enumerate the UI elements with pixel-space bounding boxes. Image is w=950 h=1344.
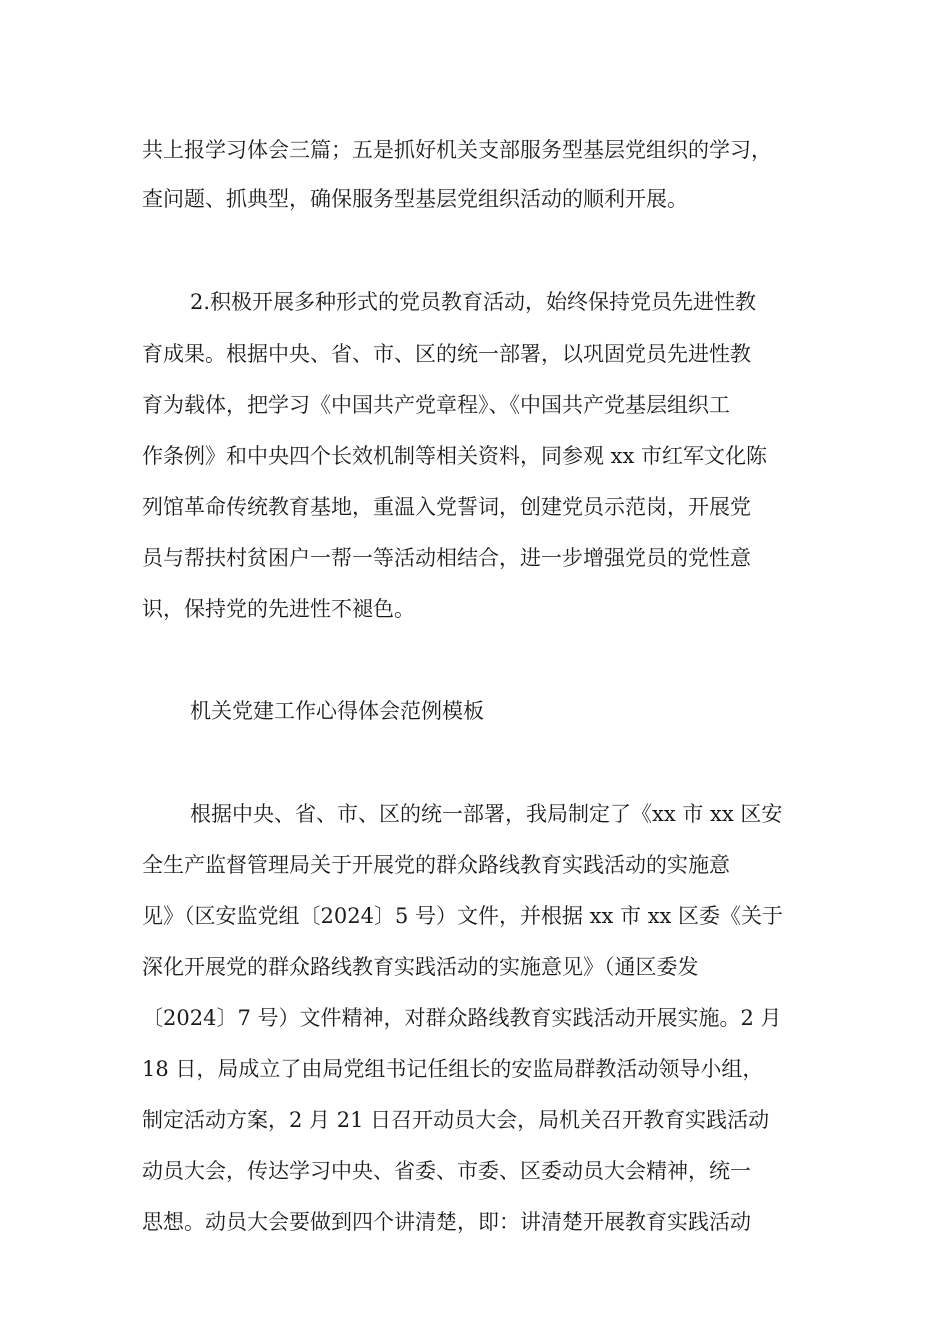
section-heading: 机关党建工作心得体会范例模板	[190, 699, 484, 723]
paragraph-line: 列馆革命传统教育基地，重温入党誓词，创建党员示范岗，开展党	[142, 495, 751, 519]
paragraph-line: 〔2024〕7 号）文件精神，对群众路线教育实践活动开展实施。2 月	[142, 1006, 782, 1030]
paragraph-line: 育为载体，把学习《中国共产党章程》、《中国共产党基层组织工	[142, 393, 730, 417]
paragraph-line: 全生产监督管理局关于开展党的群众路线教育实践活动的实施意	[142, 853, 730, 877]
paragraph-line: 2.积极开展多种形式的党员教育活动，始终保持党员先进性教	[190, 290, 757, 314]
paragraph-line: 识，保持党的先进性不褪色。	[142, 597, 415, 621]
paragraph-line: 制定活动方案，2 月 21 日召开动员大会，局机关召开教育实践活动	[142, 1108, 770, 1132]
paragraph-line: 18 日，局成立了由局党组书记任组长的安监局群教活动领导小组，	[142, 1057, 764, 1081]
paragraph-line: 根据中央、省、市、区的统一部署，我局制定了《xx 市 xx 区安	[190, 802, 783, 826]
paragraph-line: 查问题、抓典型，确保服务型基层党组织活动的顺利开展。	[142, 187, 688, 211]
paragraph-line: 育成果。根据中央、省、市、区的统一部署，以巩固党员先进性教	[142, 342, 751, 366]
paragraph-line: 思想。动员大会要做到四个讲清楚，即：讲清楚开展教育实践活动	[142, 1210, 751, 1234]
paragraph-line: 深化开展党的群众路线教育实践活动的实施意见》（通区委发	[142, 955, 699, 979]
paragraph-line: 员与帮扶村贫困户一帮一等活动相结合，进一步增强党员的党性意	[142, 546, 751, 570]
paragraph-line: 动员大会，传达学习中央、省委、市委、区委动员大会精神，统一	[142, 1159, 751, 1183]
paragraph-line: 作条例》和中央四个长效机制等相关资料，同参观 xx 市红军文化陈	[142, 444, 768, 468]
paragraph-line: 见》（区安监党组〔2024〕5 号）文件，并根据 xx 市 xx 区委《关于	[142, 904, 784, 928]
paragraph-line: 共上报学习体会三篇；五是抓好机关支部服务型基层党组织的学习，	[142, 138, 772, 162]
